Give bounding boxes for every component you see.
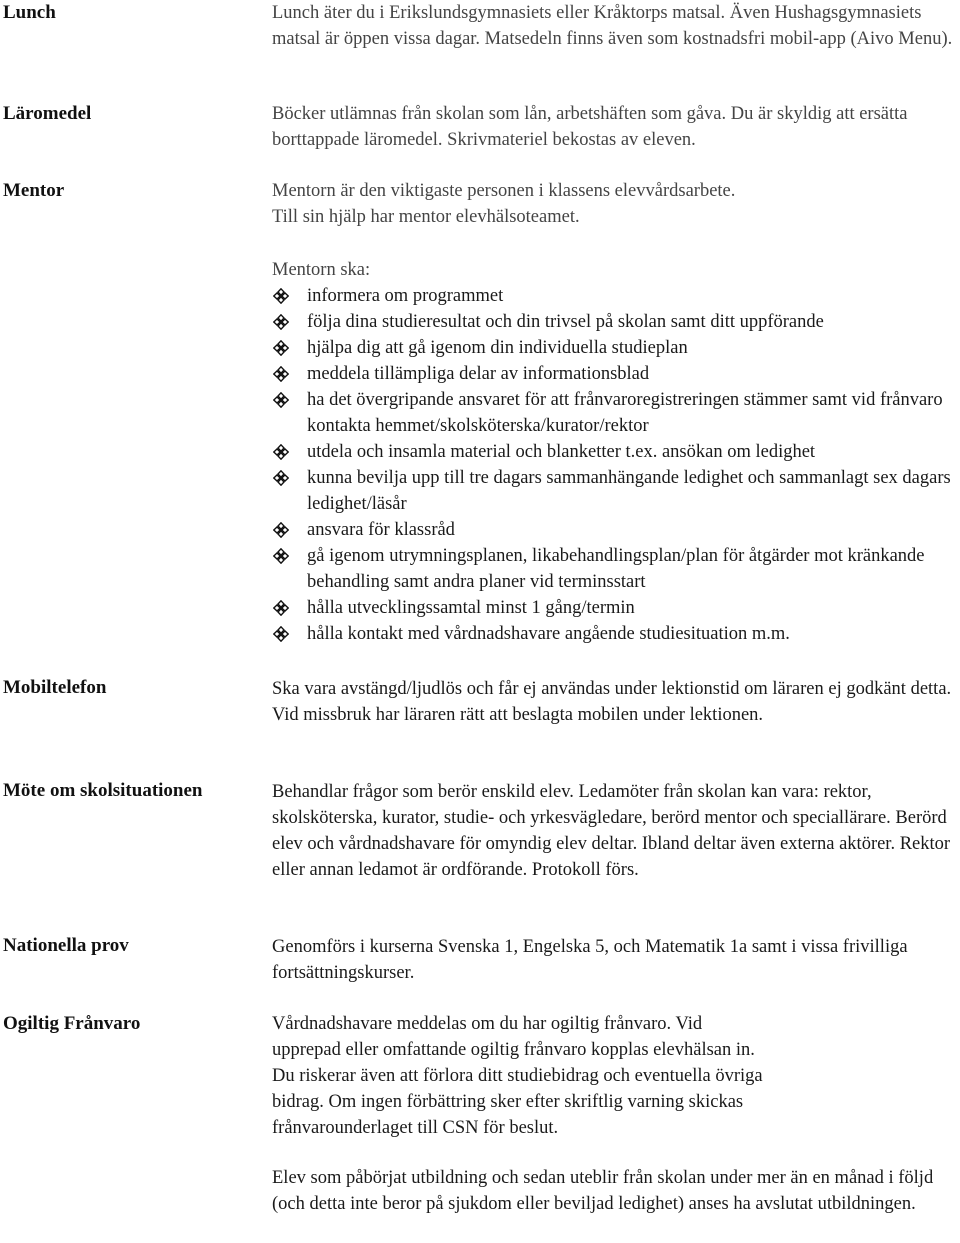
term-mentor: Mentor <box>3 180 65 201</box>
four-diamond-bullet-icon <box>273 470 289 486</box>
mentor-list-intro: Mentorn ska: <box>272 260 371 280</box>
four-diamond-bullet-icon <box>273 600 289 616</box>
desc-mentor-line2: Till sin hjälp har mentor elevhälsoteamet. <box>272 207 580 227</box>
four-diamond-bullet-icon <box>273 626 289 642</box>
list-item: ansvara för klassråd <box>272 517 960 543</box>
mentor-duties-list <box>272 283 960 647</box>
term-mobiltelefon: Mobiltelefon <box>3 677 107 698</box>
list-item: hålla kontakt med vårdnadshavare angående studiesituation m.m. <box>272 621 960 647</box>
four-diamond-bullet-icon <box>273 522 289 538</box>
list-item: meddela tillämpliga delar av informationsblad <box>272 361 960 387</box>
term-lunch: Lunch <box>3 2 56 23</box>
list-item: gå igenom utrymningsplanen, likabehandlingsplan/plan för åtgärder mot kränkande behandling samt andra planer vid terminsstart <box>272 543 960 595</box>
term-laromedel: Läromedel <box>3 103 92 124</box>
desc-mobiltelefon: Ska vara avstängd/ljudlös och får ej användas under lektionstid om läraren ej godkänt detta. Vid missbruk har läraren rätt att beslagta mobilen under lektionen. <box>272 679 952 725</box>
four-diamond-bullet-icon <box>273 314 289 330</box>
list-item: utdela och insamla material och blanketter t.ex. ansökan om ledighet <box>272 439 960 465</box>
term-ogiltig-franvaro: Ogiltig Frånvaro <box>3 1013 141 1034</box>
desc-mote-om-skolsituationen: Behandlar frågor som berör enskild elev. Ledamöter från skolan kan vara: rektor, skolsköterska, kurator, studie- och yrkesvägledare, berörd mentor och speciallärare. Berörd elev och vårdnadshavare för omyndig elev deltar. Ibland deltar även externa aktörer. Rektor eller annan ledamot är ordförande. Protokoll förs. <box>272 782 951 880</box>
four-diamond-bullet-icon <box>273 548 289 564</box>
desc-laromedel: Böcker utlämnas från skolan som lån, arbetshäften som gåva. Du är skyldig att ersätta borttappade läromedel. Skrivmateriel bekostas av eleven. <box>272 104 908 150</box>
list-item: hjälpa dig att gå igenom din individuella studieplan <box>272 335 960 361</box>
list-item: hålla utvecklingssamtal minst 1 gång/termin <box>272 595 960 621</box>
desc-mentor-line1: Mentorn är den viktigaste personen i klassens elevvårdsarbete. <box>272 181 736 201</box>
list-item: informera om programmet <box>272 283 960 309</box>
desc-ogiltig-franvaro-2: Elev som påbörjat utbildning och sedan uteblir från skolan under mer än en månad i följd (och detta inte beror på sjukdom eller beviljad ledighet) anses ha avslutat utbildningen. <box>272 1168 934 1214</box>
list-item: följa dina studieresultat och din trivsel på skolan samt ditt uppförande <box>272 309 960 335</box>
desc-lunch: Lunch äter du i Erikslundsgymnasiets eller Kråktorps matsal. Även Hushagsgymnasiets matsal är öppen vissa dagar. Matsedeln finns även som kostnadsfri mobil-app (Aivo Menu). <box>272 3 953 49</box>
four-diamond-bullet-icon <box>273 366 289 382</box>
list-item: kunna bevilja upp till tre dagars sammanhängande ledighet och sammanlagt sex dagars ledighet/läsår <box>272 465 960 517</box>
four-diamond-bullet-icon <box>273 392 289 408</box>
desc-nationella-prov: Genomförs i kurserna Svenska 1, Engelska 5, och Matematik 1a samt i vissa frivilliga fortsättningskurser. <box>272 937 908 983</box>
four-diamond-bullet-icon <box>273 444 289 460</box>
four-diamond-bullet-icon <box>273 288 289 304</box>
term-mote-om-skolsituationen: Möte om skolsituationen <box>3 780 203 801</box>
desc-ogiltig-franvaro: Vårdnadshavare meddelas om du har ogiltig frånvaro. Vid upprepad eller omfattande ogiltig frånvaro kopplas elevhälsan in. Du riskerar även att förlora ditt studiebidrag och eventuella övriga bidrag. Om ingen förbättring sker efter skriftlig varning skickas frånvarounderlaget till CSN för beslut. <box>272 1014 763 1138</box>
list-item: ha det övergripande ansvaret för att frånvaroregistreringen stämmer samt vid frånvaro kontakta hemmet/skolsköterska/kurator/rektor <box>272 387 960 439</box>
four-diamond-bullet-icon <box>273 340 289 356</box>
term-nationella-prov: Nationella prov <box>3 935 129 956</box>
